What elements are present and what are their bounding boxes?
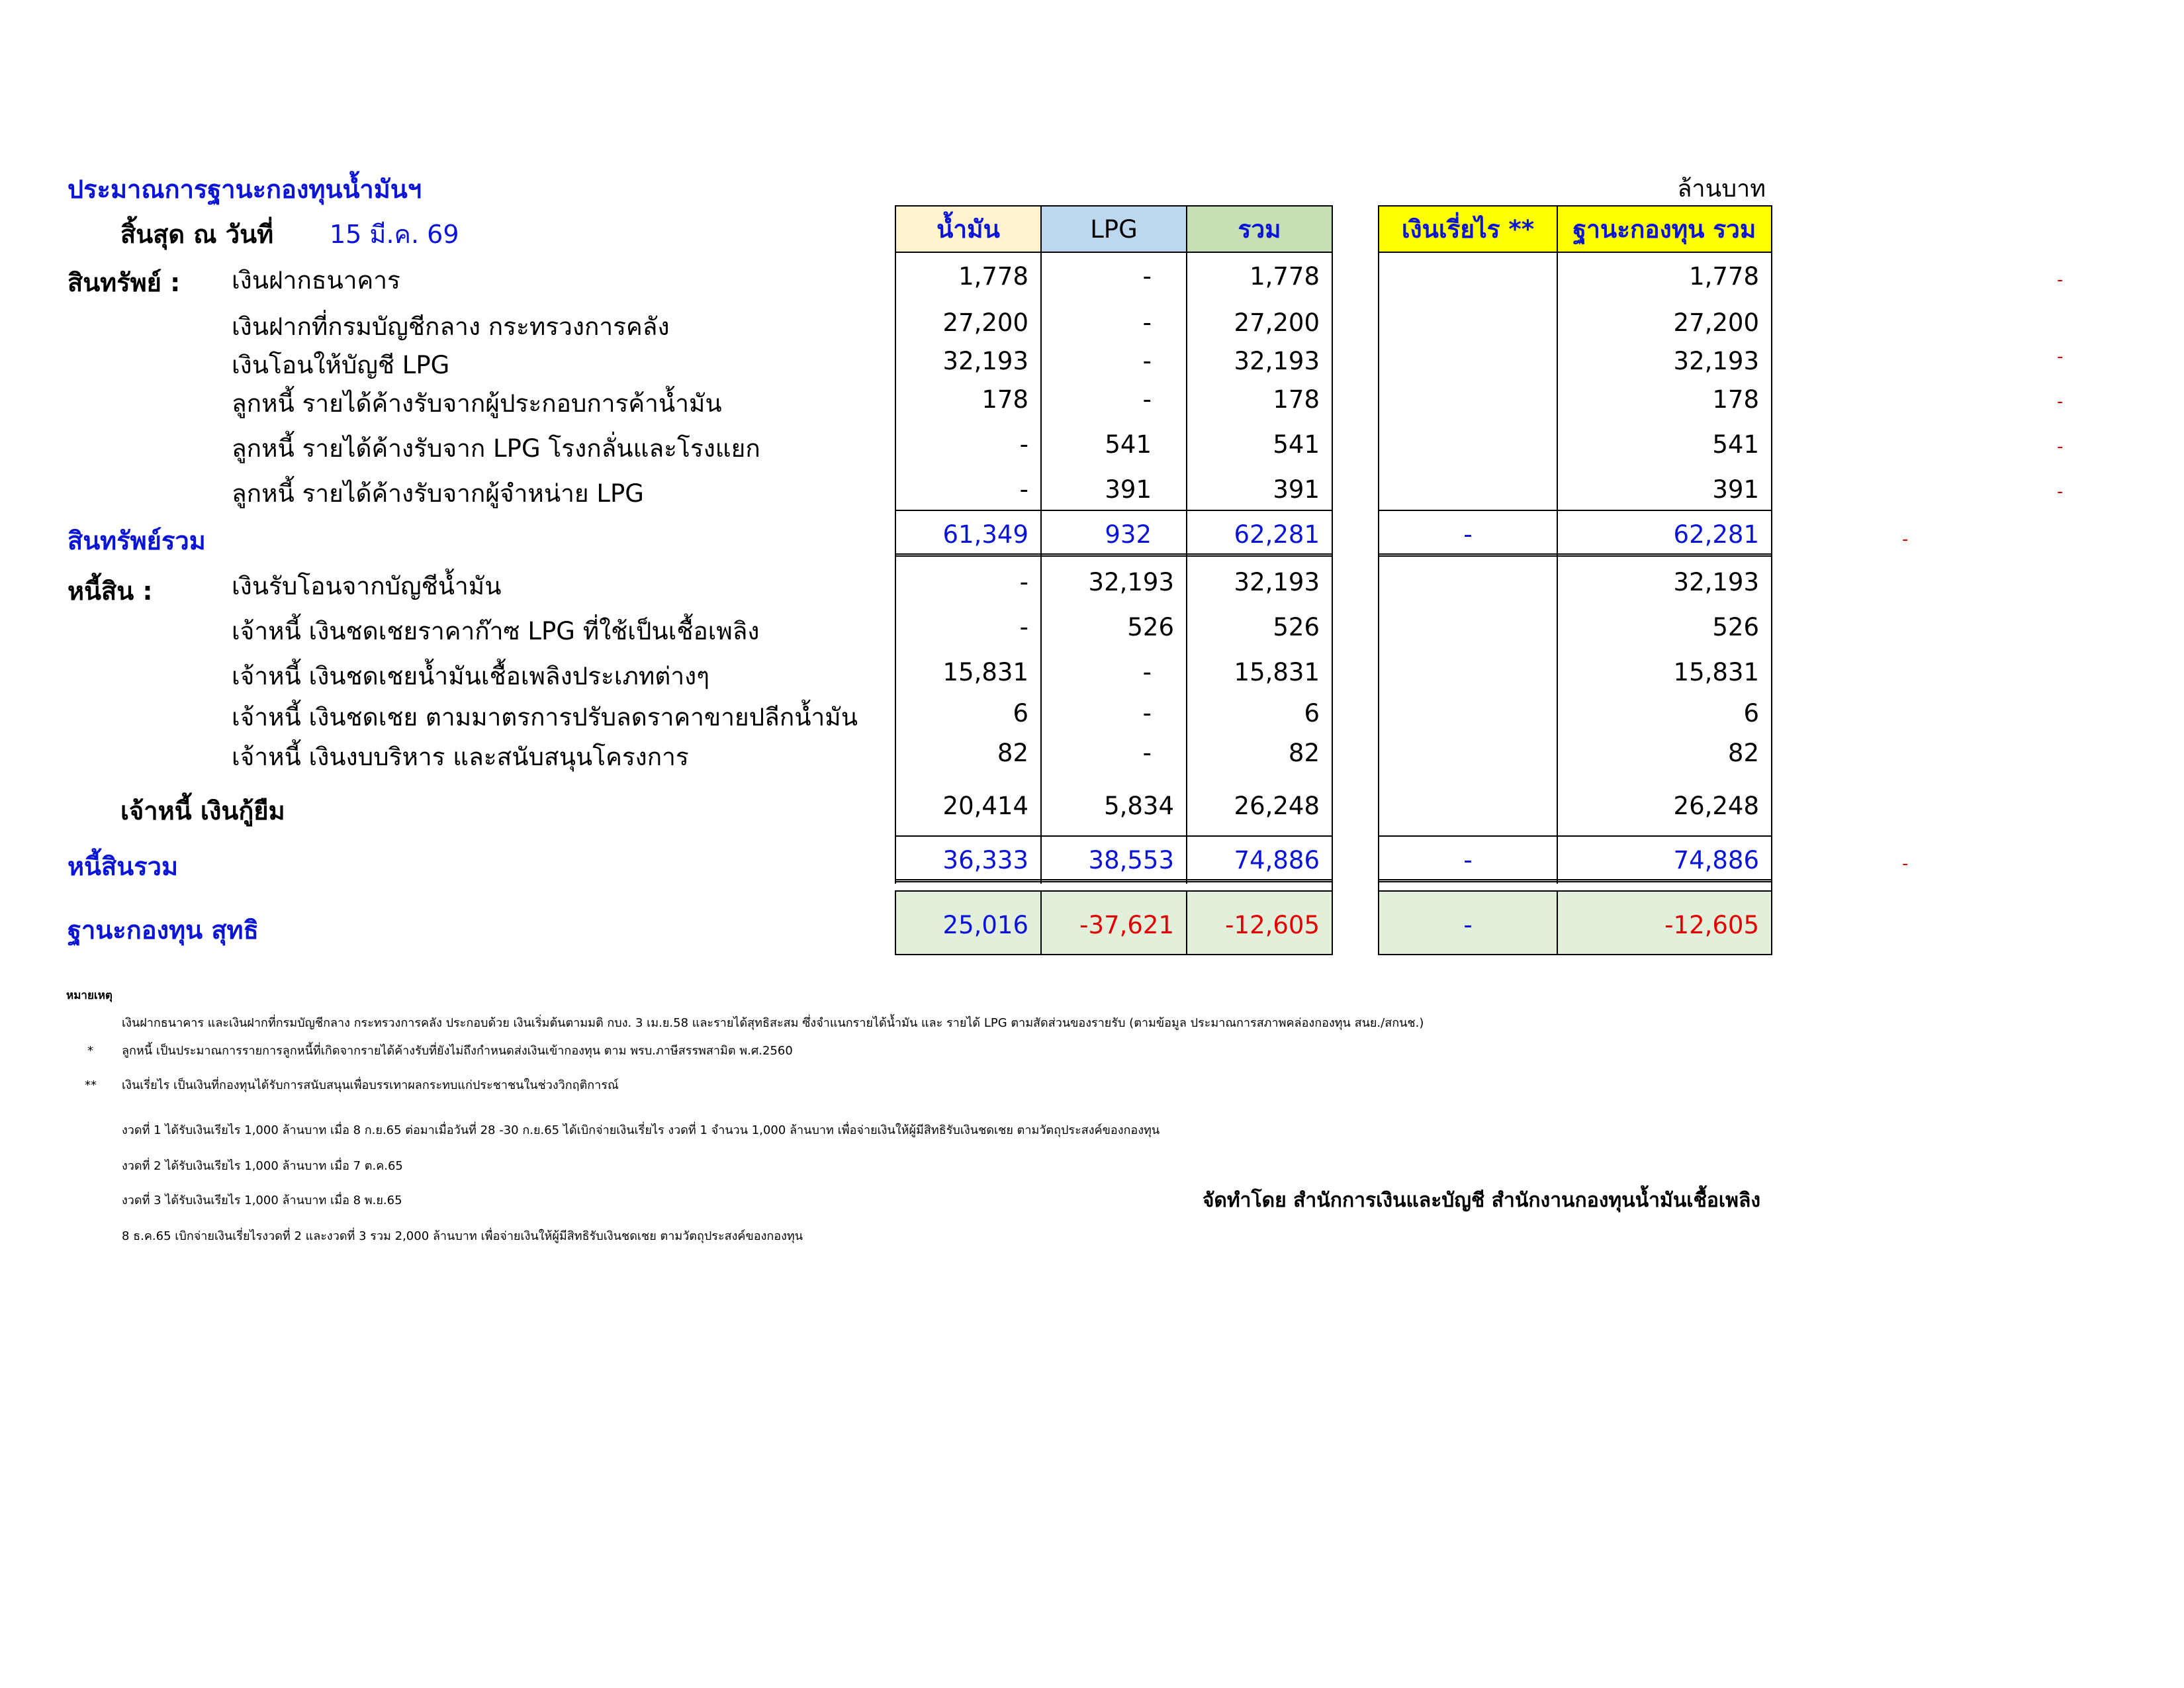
note-text: งวดที่ 3 ได้รับเงินเรียไร 1,000 ล้านบาท เมื่อ 8 พ.ย.65 — [122, 1194, 402, 1207]
loan-name: เจ้าหนี้ เงินกู้ยืม — [120, 796, 285, 825]
row-rule — [1378, 510, 1772, 511]
liability-name: เจ้าหนี้ เงินชดเชยราคาก๊าซ LPG ที่ใช้เป็นเชื้อเพลิง — [232, 617, 760, 645]
header-oil: น้ำมัน — [895, 205, 1042, 253]
assets-label: สินทรัพย์ : — [68, 268, 181, 297]
asset-lpg: 391 — [1105, 475, 1152, 504]
col-divider — [1186, 252, 1187, 955]
asset-name: ลูกหนี้ รายได้ค้างรับจากผู้จำหน่าย LPG — [232, 479, 644, 508]
asset-fund: 178 — [1712, 385, 1759, 414]
note-text: เงินฝากธนาคาร และเงินฝากที่กรมบัญชีกลาง กระทรวงการคลัง ประกอบด้วย เงินเริ่มต้นตามมติ กบง. 3 เม.ย.58 และรายได้สุทธิสะสม ซึ่งจำแนกรายได้น้ำมัน และ รายได้ LPG ตามสัดส่วนของรายรับ (ตามข้อมูล ประมาณการสภาพคล่องกองทุน สนย./สกนช.) — [122, 1016, 1424, 1030]
note-mark: ** — [85, 1078, 97, 1092]
header-donation: เงินเรี่ยไร ** — [1378, 205, 1558, 253]
row-rule — [1378, 835, 1772, 837]
liabilities-total-fund: 74,886 — [1673, 846, 1759, 874]
net-label: ฐานะกองทุน สุทธิ — [68, 915, 259, 945]
asset-oil: 27,200 — [942, 308, 1028, 337]
liability-total: 6 — [1304, 699, 1320, 727]
assets-total-oil: 61,349 — [942, 520, 1028, 549]
asset-lpg: - — [1142, 262, 1152, 291]
asset-name: เงินฝากที่กรมบัญชีกลาง กระทรวงการคลัง — [232, 312, 670, 341]
header-lpg: LPG — [1040, 205, 1187, 253]
as-of-label: สิ้นสุด ณ วันที่ — [120, 220, 274, 249]
note-text: ลูกหนี้ เป็นประมาณการรายการลูกหนี้ที่เกิดจากรายได้ค้างรับที่ยังไม่ถึงกำหนดส่งเงินเข้ากองทุน ตาม พรบ.ภาษีสรรพสามิต พ.ศ.2560 — [122, 1044, 793, 1058]
note-line — [122, 1156, 403, 1175]
liability-fund: 82 — [1727, 739, 1759, 767]
liability-name: เจ้าหนี้ เงินชดเชย ตามมาตรการปรับลดราคาขายปลีกน้ำมัน — [232, 703, 858, 731]
liability-lpg: - — [1142, 699, 1152, 727]
liability-total: 82 — [1288, 739, 1320, 767]
loan-lpg: 5,834 — [1104, 792, 1174, 820]
asset-total: 27,200 — [1234, 308, 1320, 337]
asset-total: 1,778 — [1250, 262, 1320, 291]
asset-total: 541 — [1273, 430, 1320, 459]
liability-oil: - — [1019, 613, 1028, 641]
asset-oil: 1,778 — [958, 262, 1028, 291]
liability-total: 32,193 — [1234, 568, 1320, 596]
net-oil: 25,016 — [942, 911, 1028, 939]
liabilities-total-donation: - — [1463, 846, 1473, 874]
liability-total: 15,831 — [1234, 658, 1320, 686]
note-text: 8 ธ.ค.65 เบิกจ่ายเงินเรี่ยไรงวดที่ 2 และงวดที่ 3 รวม 2,000 ล้านบาท เพื่อจ่ายเงินให้ผู้มีสิทธิรับเงินชดเชย ตามวัตถุประสงค์ของกองทุน — [122, 1229, 803, 1243]
note-text: เงินเรี่ยไร เป็นเงินที่กองทุนได้รับการสนับสนุนเพื่อบรรเทาผลกระทบแก่ประชาชนในช่วงวิกฤติการณ์ — [122, 1078, 619, 1092]
asset-fund: 541 — [1712, 430, 1759, 459]
liability-oil: - — [1019, 568, 1028, 596]
table-gap — [1379, 884, 1771, 890]
note-text: งวดที่ 1 ได้รับเงินเรียไร 1,000 ล้านบาท เมื่อ 8 ก.ย.65 ต่อมาเมื่อวันที่ 28 -30 ก.ย.65 ได้เบิกจ่ายเงินเรี่ยไร งวดที่ 1 จำนวน 1,000 ล้านบาท เพื่อจ่ายเงินให้ผู้มีสิทธิรับเงินชดเชย ตามวัตถุประสงค์ของกองทุน — [122, 1123, 1160, 1137]
assets-total-fund: 62,281 — [1673, 520, 1759, 549]
note-line — [122, 1190, 402, 1209]
loan-fund: 26,248 — [1673, 792, 1759, 820]
liabilities-total-oil: 36,333 — [942, 846, 1028, 874]
loan-total: 26,248 — [1234, 792, 1320, 820]
liability-oil: 6 — [1013, 699, 1028, 727]
asset-fund: 1,778 — [1689, 262, 1759, 291]
liability-oil: 15,831 — [942, 658, 1028, 686]
asset-name: เงินฝากธนาคาร — [232, 266, 400, 295]
liabilities-label: หนี้สิน : — [68, 577, 153, 606]
asset-lpg: - — [1142, 347, 1152, 375]
asset-oil: - — [1019, 430, 1028, 459]
note-text: งวดที่ 2 ได้รับเงินเรียไร 1,000 ล้านบาท เมื่อ 7 ต.ค.65 — [122, 1159, 403, 1173]
liabilities-total-total: 74,886 — [1234, 846, 1320, 874]
row-rule — [895, 835, 1333, 837]
net-fund: -12,605 — [1664, 911, 1759, 939]
col-divider — [1040, 252, 1042, 955]
col-divider — [1186, 890, 1187, 955]
row-rule — [1378, 879, 1772, 882]
side-mark: - — [2057, 437, 2064, 457]
prepared-by: จัดทำโดย สำนักการเงินและบัญชี สำนักงานกองทุนน้ำมันเชื้อเพลิง — [1202, 1189, 1760, 1212]
asset-fund: 391 — [1712, 475, 1759, 504]
liability-lpg: 32,193 — [1088, 568, 1174, 596]
asset-total: 32,193 — [1234, 347, 1320, 375]
net-total: -12,605 — [1225, 911, 1320, 939]
asset-total: 391 — [1273, 475, 1320, 504]
table-gap — [896, 884, 1332, 890]
row-rule — [895, 510, 1333, 511]
table-gap — [895, 884, 896, 890]
row-rule — [1378, 553, 1772, 557]
side-mark: - — [2057, 392, 2064, 412]
note-line — [122, 1226, 803, 1245]
liability-fund: 526 — [1712, 613, 1759, 641]
asset-name: เงินโอนให้บัญชี LPG — [232, 351, 450, 379]
asset-oil: - — [1019, 475, 1028, 504]
assets-total-label: สินทรัพย์รวม — [68, 526, 206, 555]
side-mark: - — [1902, 530, 1909, 549]
unit-label: ล้านบาท — [1677, 175, 1766, 203]
asset-name: ลูกหนี้ รายได้ค้างรับจาก LPG โรงกลั่นและโรงแยก — [232, 434, 760, 463]
header-fund-total: ฐานะกองทุน รวม — [1557, 205, 1772, 253]
asset-oil: 32,193 — [942, 347, 1028, 375]
row-rule — [895, 879, 1333, 882]
liability-lpg: - — [1142, 739, 1152, 767]
asset-oil: 178 — [981, 385, 1028, 414]
as-of-date: 15 มี.ค. 69 — [330, 220, 459, 249]
net-donation: - — [1463, 911, 1473, 939]
note-line — [122, 1120, 1160, 1139]
liabilities-total-lpg: 38,553 — [1088, 846, 1174, 874]
note-line — [85, 1075, 619, 1094]
side-mark: - — [1902, 854, 1909, 874]
asset-lpg: - — [1142, 308, 1152, 337]
liability-name: เจ้าหนี้ เงินชดเชยน้ำมันเชื้อเพลิงประเภทต่างๆ — [232, 662, 710, 690]
side-mark: - — [2057, 482, 2064, 502]
liability-fund: 6 — [1743, 699, 1759, 727]
net-lpg: -37,621 — [1079, 911, 1174, 939]
note-line — [122, 1013, 1424, 1032]
side-mark: - — [2057, 347, 2064, 367]
assets-total-donation: - — [1463, 520, 1473, 549]
header-total: รวม — [1186, 205, 1333, 253]
row-rule — [895, 553, 1333, 557]
asset-lpg: 541 — [1105, 430, 1152, 459]
liability-lpg: - — [1142, 658, 1152, 686]
side-mark: - — [2057, 270, 2064, 290]
liability-oil: 82 — [997, 739, 1028, 767]
asset-name: ลูกหนี้ รายได้ค้างรับจากผู้ประกอบการค้าน้ำมัน — [232, 389, 722, 418]
col-divider — [1040, 890, 1042, 955]
asset-fund: 27,200 — [1673, 308, 1759, 337]
page-title: ประมาณการฐานะกองทุนน้ำมันฯ — [68, 175, 422, 204]
assets-total-total: 62,281 — [1234, 520, 1320, 549]
liability-total: 526 — [1273, 613, 1320, 641]
liability-name: เงินรับโอนจากบัญชีน้ำมัน — [232, 572, 502, 600]
loan-oil: 20,414 — [942, 792, 1028, 820]
liability-fund: 32,193 — [1673, 568, 1759, 596]
asset-fund: 32,193 — [1673, 347, 1759, 375]
liability-name: เจ้าหนี้ เงินงบบริหาร และสนับสนุนโครงการ — [232, 743, 689, 771]
assets-total-lpg: 932 — [1105, 520, 1152, 549]
note-line — [87, 1041, 793, 1060]
asset-total: 178 — [1273, 385, 1320, 414]
liabilities-total-label: หนี้สินรวม — [68, 852, 178, 881]
liability-fund: 15,831 — [1673, 658, 1759, 686]
asset-lpg: - — [1142, 385, 1152, 414]
liability-lpg: 526 — [1127, 613, 1174, 641]
notes-heading: หมายเหตุ — [66, 989, 113, 1002]
note-mark: * — [87, 1044, 93, 1058]
